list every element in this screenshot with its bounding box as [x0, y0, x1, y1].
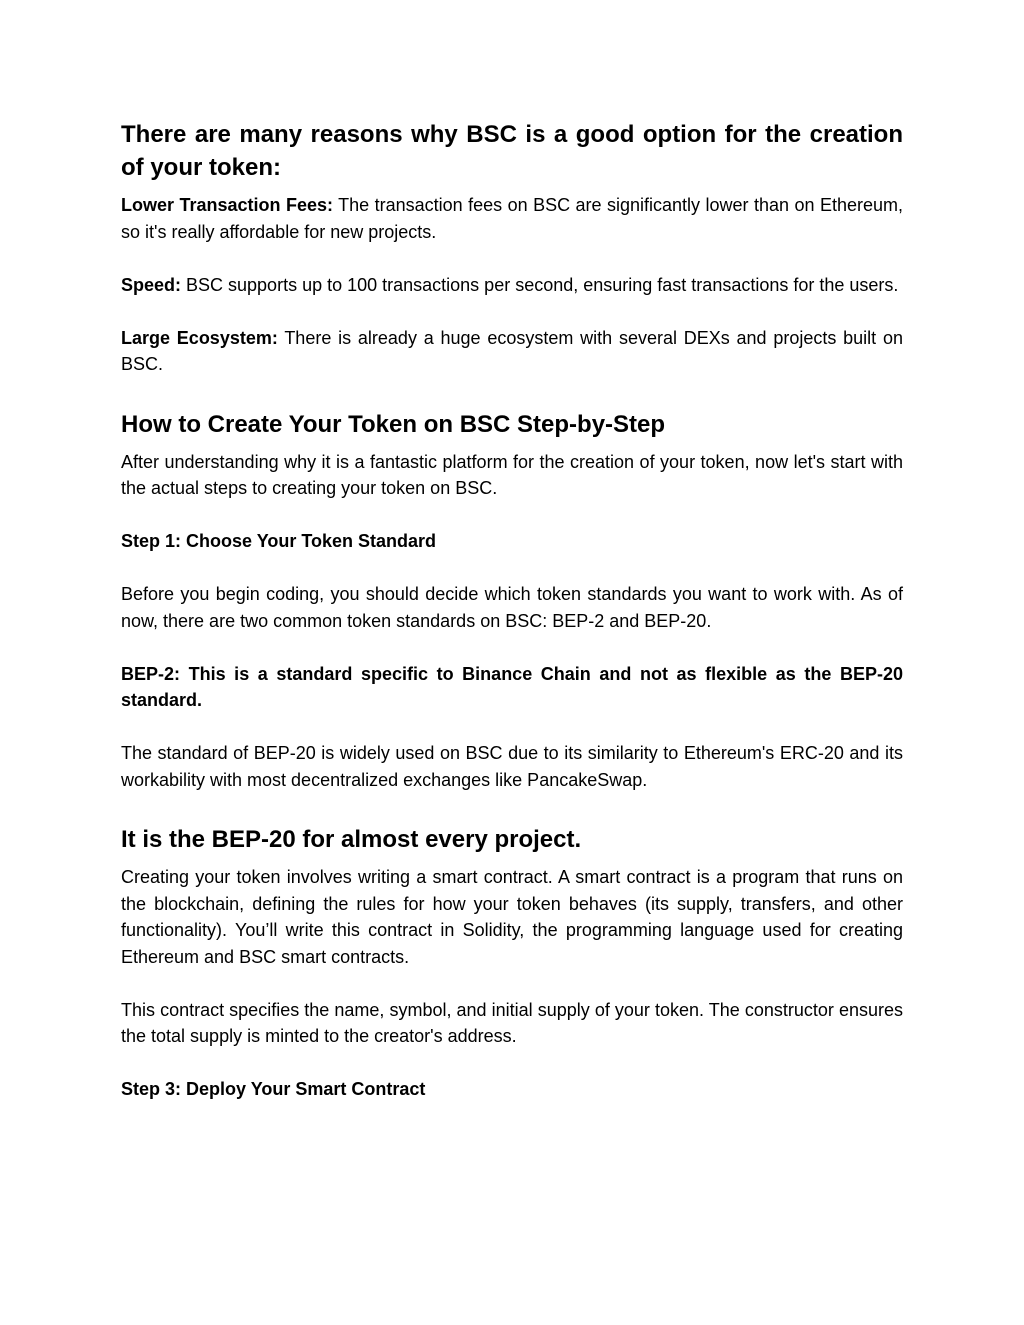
heading-bep20: It is the BEP-20 for almost every project.: [121, 826, 582, 853]
step1-paragraph: Before you begin coding, you should decide which token standards you want to work with. As of now, there are two common token standards on BSC: BEP-2 and BEP-20.: [121, 584, 903, 631]
reason-item-speed: [121, 272, 903, 299]
intro-paragraph: After understanding why it is a fantastic platform for the creation of your token, now let's start with the actual steps to creating your token on BSC.: [121, 451, 903, 498]
step3-title: Step 3: Deploy Your Smart Contract: [121, 1079, 426, 1099]
document-page: [121, 116, 903, 1103]
reason-term: Large Ecosystem:: [121, 327, 278, 348]
reason-text: BSC supports up to 100 transactions per second, ensuring fast transactions for the users.: [181, 274, 899, 295]
constructor-paragraph: This contract specifies the name, symbol, and initial supply of your token. The constructor ensures the total supply is minted to the creator's address.: [121, 999, 903, 1046]
reason-item-ecosystem: [121, 325, 903, 378]
reason-text: There is already a huge ecosystem with several DEXs and projects built on BSC.: [121, 327, 903, 374]
bep2-paragraph: BEP-2: This is a standard specific to Binance Chain and not as flexible as the BEP-20 standard.: [121, 663, 903, 710]
reason-term: Lower Transaction Fees:: [121, 195, 333, 215]
contract-paragraph: Creating your token involves writing a smart contract. A smart contract is a program that runs on the blockchain, defining the rules for how your token behaves (its supply, transfers, and other functionality). You’ll write this contract in Solidity, the programming language used for creating Ethereum and BSC smart contracts.: [121, 867, 903, 967]
step1-title: Step 1: Choose Your Token Standard: [121, 531, 437, 551]
reason-term: Speed:: [121, 274, 182, 295]
reason-item-fees: [121, 192, 903, 245]
heading-how-to: How to Create Your Token on BSC Step-by-Step: [121, 410, 666, 438]
bep20-paragraph: The standard of BEP-20 is widely used on BSC due to its similarity to Ethereum's ERC-20 and its workability with most decentralized exchanges like PancakeSwap.: [121, 743, 903, 790]
reason-text: The transaction fees on BSC are significantly lower than on Ethereum, so it's really affordable for new projects.: [121, 195, 903, 242]
heading-reasons: There are many reasons why BSC is a good option for the creation of your token:: [121, 121, 903, 181]
